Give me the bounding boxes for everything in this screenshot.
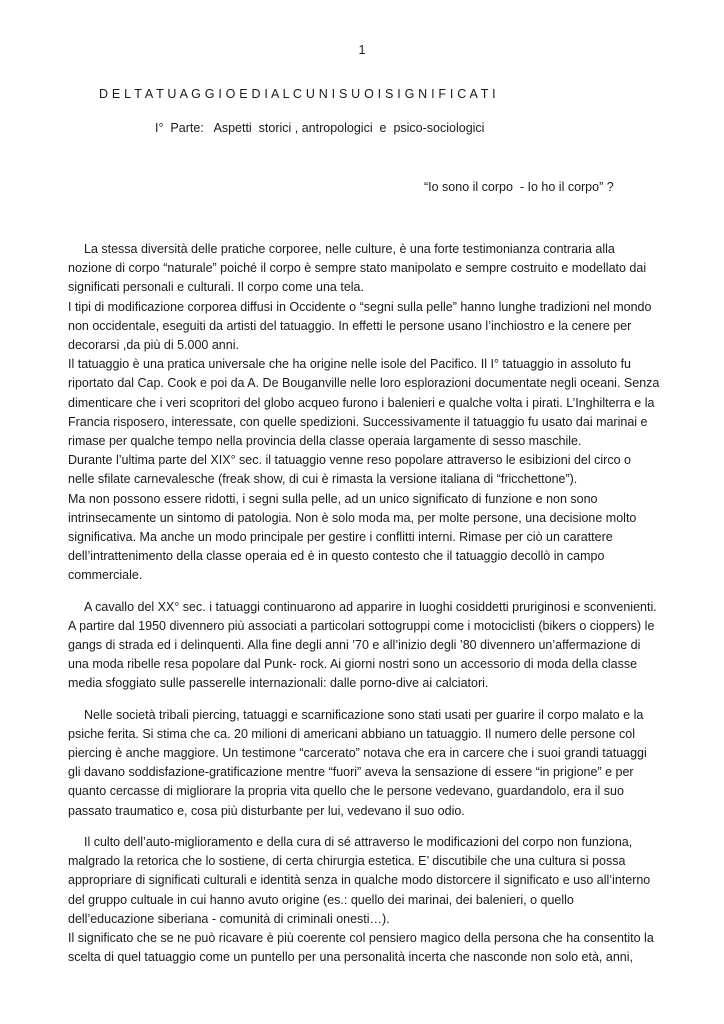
paragraph: La stessa diversità delle pratiche corporee, nelle culture, è una forte testimonianza contraria alla nozione di corpo “naturale” poiché il corpo è sempre stato manipolato e sempre costruito e modellato dai significati personali e culturali. Il corpo come una tela.	[68, 242, 647, 295]
paragraph: I tipi di modificazione corporea diffusi in Occidente o “segni sulla pelle” hanno lunghe tradizioni nel mondo non occidentale, eseguiti da artisti del tatuaggio. In effetti le persone usano l’inchiostro e la cenere per decorarsi ,da più di 5.000 anni.	[68, 299, 652, 353]
document-title: D E L T A T U A G G I O E D I A L C U N I S U O I S I G N I F I C A T I	[99, 87, 496, 101]
paragraph: Nelle società tribali piercing, tatuaggi e scarnificazione sono stati usati per guarire il corpo malato e la psiche ferita. Si stima che ca. 20 milioni di americani abbiano un tatuaggio. Il numero delle persone col piercing è anche maggiore. Un testimone “carcerato” notava che era in carcere che i suoi grandi tatuaggi gli davano soddisfazione-gratificazione mentre “fuori” aveva la sensazione di essere “in prigione” e per quanto cercasse di migliorare la propria vita quello che le persone vedevano, guardandolo, era il suo passato traumatico e, cosa più disturbante per lui, vedevano il suo odio.	[68, 707, 647, 818]
paragraph: A cavallo del XX° sec. i tatuaggi continuarono ad apparire in luoghi cosiddetti pruriginosi e sconvenienti. A partire dal 1950 divennero più associati a particolari sottogruppi come i motociclisti (bikers o cioppers) le gangs di strada ed i delinquenti. Alla fine degli anni ’70 e all’inizio degli ’80 divennero un’affermazione di una moda ribelle resa popolare dal Punk- rock. Ai giorni nostri sono un accessorio di moda della classe media sfoggiato sulle passerelle internazionali: dalle porno-dive ai calciatori.	[68, 599, 657, 691]
epigraph-quote: “Io sono il corpo - Io ho il corpo” ?	[424, 180, 614, 194]
paragraph: Durante l’ultima parte del XIX° sec. il tatuaggio venne reso popolare attraverso le esibizioni del circo o nelle sfilate carnevalesche (freak show, di cui è rimasta la versione italiana di “fricchettone”).	[68, 453, 631, 487]
paragraph: Ma non possono essere ridotti, i segni sulla pelle, ad un unico significato di funzione e non sono intrinsecamente un sintomo di patologia. Non è solo moda ma, per molte persone, una decisione molto significativa. Ma anche un modo principale per gestire i conflitti interni. Rimase per ciò un carattere dell’intrattenimento della classe operaia ed è in questo contesto che il tatuaggio decollò in campo commerciale.	[68, 491, 637, 583]
body-text	[68, 240, 660, 967]
paragraph: Il significato che se ne può ricavare è più coerente col pensiero magico della persona che ha consentito la scelta di quel tatuaggio come un puntello per una personalità incerta che nasconde non solo età, anni,	[68, 930, 654, 965]
page-number: 1	[358, 43, 366, 57]
paragraph: Il culto dell’auto-miglioramento e della cura di sé attraverso le modificazioni del corpo non funziona, malgrado la retorica che lo sostiene, di certa chirurgia estetica. E’ discutibile che una cultura si possa appropriare di significati culturali e identità senza in qualche modo distorcere il significato e uso all’interno del gruppo cultuale in cui hanno avuto origine (es.: quello dei marinai, dei balenieri, o quello dell’educazione siberiana - comunità di criminali onesti…).	[68, 834, 651, 926]
document-subtitle: I° Parte: Aspetti storici , antropologici e psico-sociologici	[155, 121, 485, 135]
paragraph: Il tatuaggio è una pratica universale che ha origine nelle isole del Pacifico. Il I° tatuaggio in assoluto fu riportato dal Cap. Cook e poi da A. De Bouganville nelle loro esplorazioni documentate negli oceani. Senza dimenticare che i veri scopritori del globo acqueo furono i balenieri e qualche volta i pirati. L’Inghilterra e la Francia risposero, interessate, con quelle spedizioni. Successivamente il tatuaggio fu usato dai marinai e rimase per qualche tempo nella provincia della classe operaia largamente di sesso maschile.	[68, 357, 660, 449]
